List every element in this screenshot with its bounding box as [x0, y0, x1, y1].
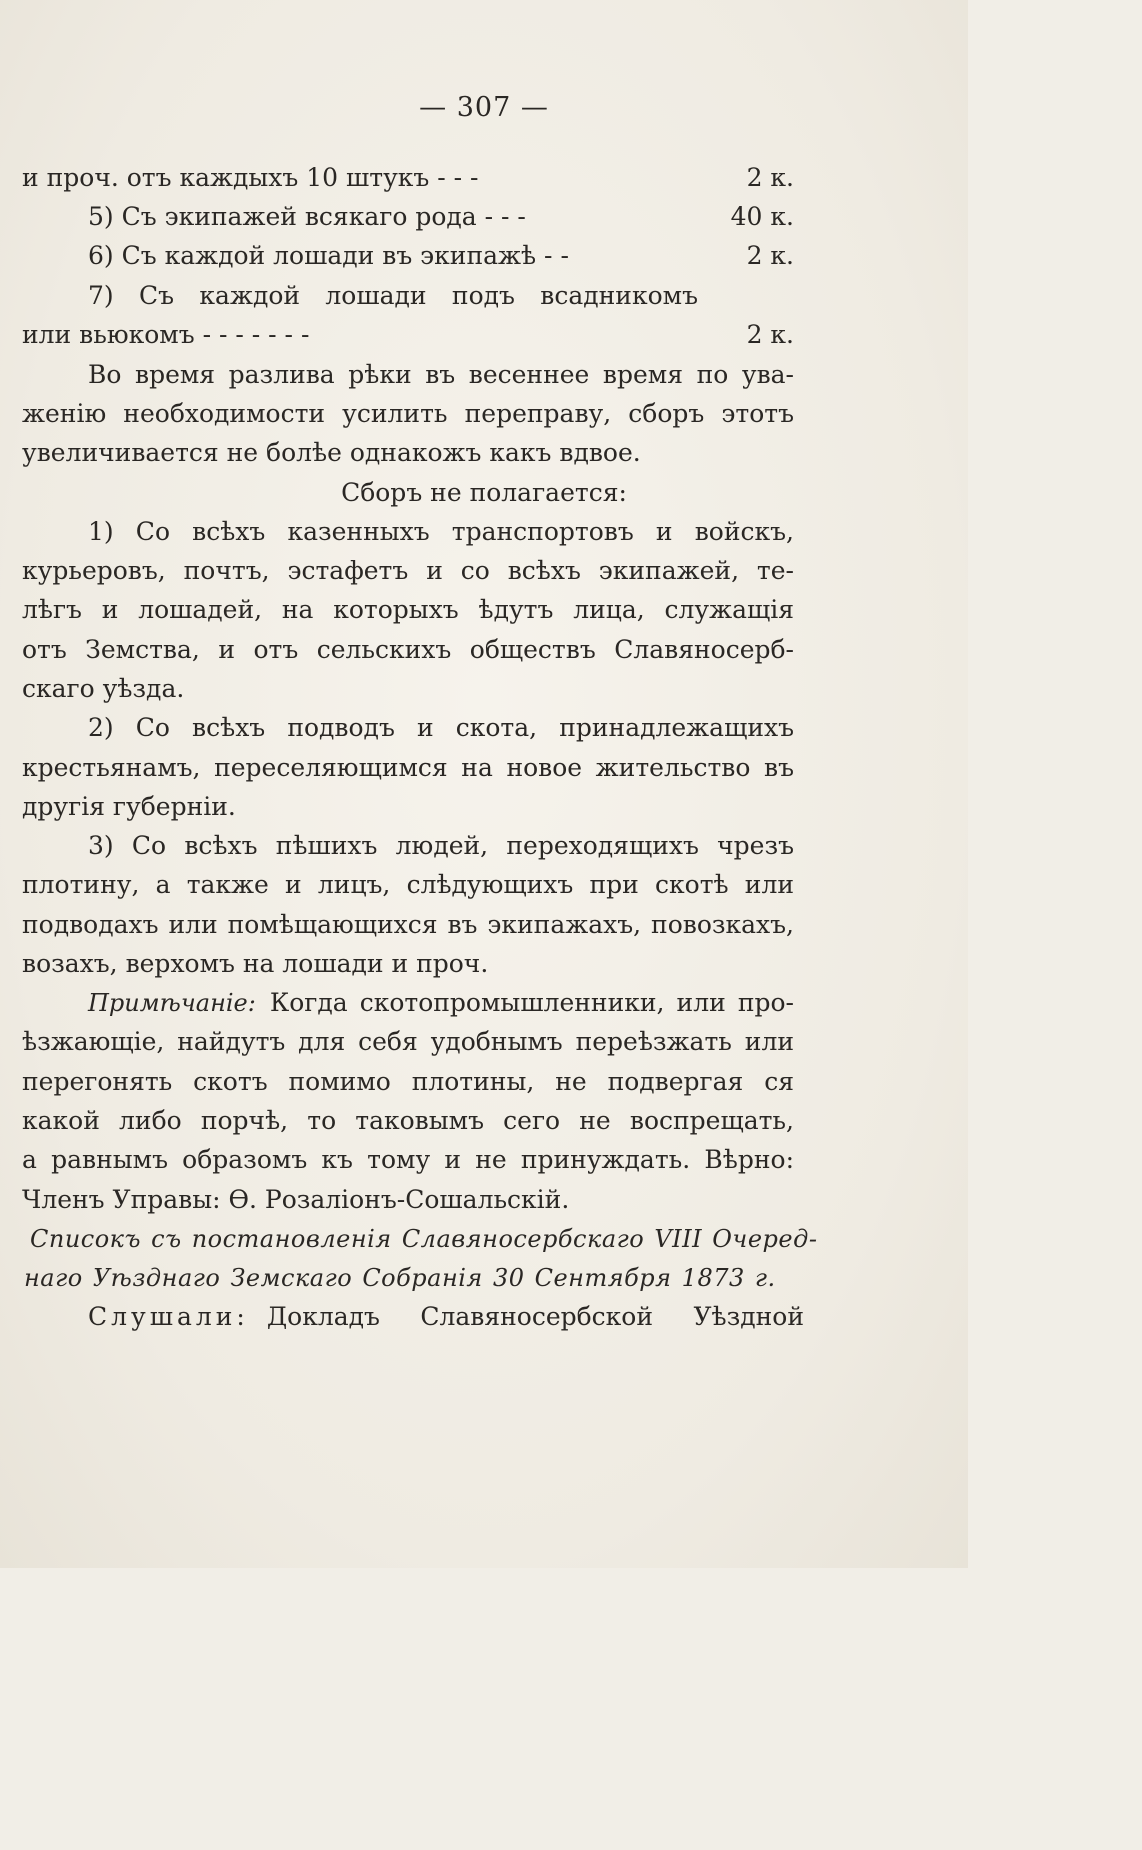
item7-text: 7) Съ каждой лошади подъ всадникомъ [88, 281, 698, 310]
tariff-line [22, 163, 794, 193]
note-line: ѣзжающіе, найдутъ для себя удобнымъ переѣзжать или [22, 1027, 794, 1056]
item7-text: или вьюкомъ - - - - - - - [22, 320, 310, 349]
page-number: — 307 — [419, 92, 549, 123]
tariff-amount: 40 к. [730, 202, 794, 231]
note-first-line [88, 988, 794, 1018]
exemption-line: отъ Земства, и отъ сельскихъ обществъ Славяносерб- [22, 635, 794, 664]
item7-line1 [88, 281, 698, 311]
exemption-line: плотину, а также и лицъ, слѣдующихъ при скотѣ или [22, 870, 794, 899]
item7-line2 [22, 320, 794, 350]
tariff-amount: 2 к. [746, 163, 794, 192]
tariff-line [88, 202, 794, 232]
item7-amount: 2 к. [746, 320, 794, 349]
exemption-line: возахъ, верхомъ на лошади и проч. [22, 949, 489, 978]
note-line: какой либо порчѣ, то таковымъ сего не воспрещать, [22, 1106, 794, 1135]
tariff-text: 6) Съ каждой лошади въ экипажѣ - - [88, 241, 569, 270]
exemption-line: другія губерніи. [22, 792, 236, 821]
exemption-line: 1) Со всѣхъ казенныхъ транспортовъ и войскъ, [88, 517, 794, 546]
exemption-line: скаго уѣзда. [22, 674, 185, 703]
tariff-text: 5) Съ экипажей всякаго рода - - - [88, 202, 526, 231]
decree-caption: Списокъ съ постановленія Славяносербскаго VIII Очеред- [30, 1225, 818, 1253]
exemptions-heading: Сборъ не полагается: [341, 478, 627, 507]
exemption-line: 3) Со всѣхъ пѣшихъ людей, переходящихъ чрезъ [88, 831, 794, 860]
flood-line: увеличивается не болѣе однакожъ какъ вдвое. [22, 438, 641, 467]
tariff-amount: 2 к. [746, 241, 794, 270]
flood-line: Во время разлива рѣки въ весеннее время по ува- [88, 360, 794, 389]
flood-line: женію необходимости усилить переправу, сборъ этотъ [22, 399, 794, 428]
signature: Членъ Управы: Ѳ. Розаліонъ-Сошальскій. [22, 1185, 570, 1214]
note-line: перегонять скотъ помимо плотины, не подвергая ся [22, 1067, 794, 1096]
exemption-line: курьеровъ, почтъ, эстафетъ и со всѣхъ экипажей, те- [22, 556, 794, 585]
decree-caption: наго Уѣзднаго Земскаго Собранія 30 Сентября 1873 г. [24, 1264, 776, 1292]
exemption-line: лѣгъ и лошадей, на которыхъ ѣдутъ лица, служащія [22, 595, 794, 624]
tariff-line [88, 241, 794, 271]
note-text: Когда скотопромышленники, или про- [269, 988, 794, 1017]
exemption-line: подводахъ или помѣщающихся въ экипажахъ, повозкахъ, [22, 910, 794, 939]
exemption-line: 2) Со всѣхъ подводъ и скота, принадлежащихъ [88, 713, 794, 742]
note-label: Примѣчаніе: [88, 989, 256, 1017]
exemption-line: крестьянамъ, переселяющимся на новое жительство въ [22, 753, 794, 782]
heard-text: Докладъ Славяносербской Уѣздной [266, 1302, 804, 1331]
heard-label: Слушали: [88, 1302, 249, 1331]
note-line: а равнымъ образомъ къ тому и не принуждать. Вѣрно: [22, 1145, 794, 1174]
heard-line [88, 1302, 804, 1332]
tariff-text: и проч. отъ каждыхъ 10 штукъ - - - [22, 163, 479, 192]
